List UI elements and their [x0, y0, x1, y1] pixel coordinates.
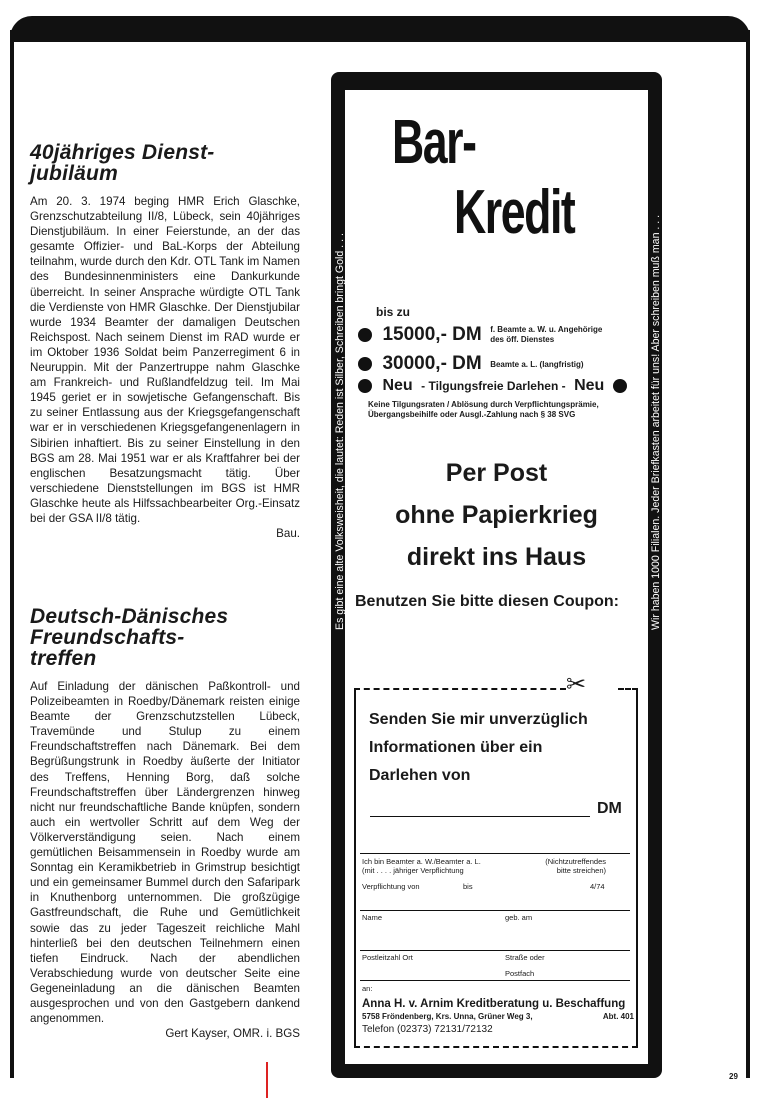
firm-name: Anna H. v. Arnim [362, 998, 454, 1010]
ad-bis-zu: bis zu [376, 305, 411, 319]
coupon-border-left [354, 688, 356, 1048]
ad-tilgung: - Tilgungsfreie Darlehen - [421, 379, 566, 393]
headline-line: treffen [30, 647, 97, 670]
article-headline [30, 142, 300, 184]
coupon-request [369, 706, 588, 790]
amount-currency: DM [597, 800, 622, 817]
article-dienstjubilaeum [30, 142, 300, 541]
form-geb-label[interactable]: geb. am [505, 913, 533, 922]
ad-side-text-right: Wir haben 1000 Filialen. Jeder Briefkasten arbeitet für uns! Aber schreiben muß man . . . [650, 214, 662, 630]
form-postfach-label: Postfach [505, 969, 535, 978]
note-line: bitte streichen) [556, 866, 606, 875]
article-author: Gert Kayser, OMR. i. BGS [165, 1027, 300, 1041]
form-strasse-label[interactable]: Straße oder [505, 953, 545, 962]
article-body: Auf Einladung der dänischen Paßkontroll- und Polizeibeamten in Roedby/Dänemark reisten einige Beamte der Grenzschutzstellen Lübeck, Travemünde und Stulup zu einem Freundschaftstreffen nach Dänemark. Bei dem Begrüßungstrunk in Roedby äußerte der Initiator des Treffens, Henning Borg, daß solche Freundschaftstreffen über Ländergrenzen hinweg nicht nur freundschaftliche Bande knüpfen, sondern auch ein wertvoller Schritt auf dem Weg der Völkerverständigung seien. Nach einem gemütlichen Beisammensein in Roedby wurde am Sonntag ein Keramikbetrieb in Grimstrup besichtigt und ein gemeinsamer Bummel durch den Safaripark in Knuthenborg unternommen. Die großzügige Gastfreundschaft, die Ruhe und Gemütlichkeit sowie das zu jeder Tageszeit reichliche Mahl hinterließ bei den deutschen Teilnehmern einen tiefen Eindruck. Nach der abendlichen Verabschiedung wurde von deutscher Seite eine Gegeneinladung an die dänischen Beamten ausgesprochen und von den Gastgebern dankend angenommen. [30, 680, 300, 1026]
post-line: Per Post [445, 459, 548, 487]
ad-per-post [345, 452, 648, 578]
ad-amount: 30000,- DM [382, 353, 482, 374]
ad-amount-row-2 [358, 353, 648, 375]
page-number: 29 [729, 1072, 738, 1081]
ad-amount: 15000,- DM [382, 324, 482, 345]
headline-line: jubiläum [30, 162, 118, 185]
scissors-icon: ✂ [566, 671, 587, 698]
note-line: f. Beamte a. W. u. Angehörige [490, 325, 603, 334]
firm-phone: Telefon (02373) 72131/72132 [362, 1024, 493, 1035]
bullet-icon [358, 357, 372, 371]
ad-firm-block [362, 998, 634, 1035]
ad-title-kredit: Kredit [454, 178, 575, 247]
ad-neu-label: Neu [574, 377, 605, 394]
firm-address-line [362, 1012, 634, 1021]
coupon-border-right [636, 688, 638, 1048]
headline-line: Freundschafts- [30, 626, 185, 649]
form-divider [360, 950, 630, 951]
red-mark [266, 1062, 268, 1098]
form-divider [360, 853, 630, 854]
status-line: (mit . . . . jähriger Verpflichtung [362, 866, 464, 875]
firm-line [362, 998, 634, 1010]
article-author: Bau. [276, 527, 300, 541]
post-line: direkt ins Haus [406, 543, 587, 571]
note-line: des öff. Dienstes [490, 335, 555, 344]
form-divider [360, 980, 630, 981]
form-name-label[interactable]: Name [362, 913, 383, 922]
form-bis[interactable]: bis [463, 882, 473, 891]
headline-line: 40jähriges Dienst- [30, 141, 215, 164]
post-line: ohne Papierkrieg [395, 501, 598, 529]
note-line: Keine Tilgungsraten / Ablösung durch Verpflichtungsprämie, [368, 400, 599, 409]
note-line: (Nichtzutreffendes [545, 857, 606, 866]
coupon-border-top [354, 688, 566, 690]
coupon-line-text: Informationen über ein [369, 739, 543, 756]
article-freundschaftstreffen [30, 606, 300, 1041]
ad-tilgung-note [368, 400, 599, 420]
form-status [362, 857, 481, 875]
bullet-icon [358, 379, 372, 393]
ad-neu-label: Neu [382, 377, 413, 394]
amount-input-line[interactable] [370, 816, 590, 817]
firm-address: 5758 Fröndenberg, Krs. Unna, Grüner Weg 3, [362, 1012, 533, 1021]
form-delete-note [530, 857, 606, 875]
note-line: Übergangsbeihilfe oder Ausgl.-Zahlung nach § 38 SVG [368, 410, 576, 419]
form-divider [360, 910, 630, 911]
coupon-line-text: Darlehen von [369, 767, 471, 784]
headline-line: Deutsch-Dänisches [30, 605, 229, 628]
firm-desc: Kreditberatung u. Beschaffung [456, 998, 626, 1010]
form-verpflichtung[interactable]: Verpflichtung von [362, 882, 420, 891]
status-line: Ich bin Beamter a. W./Beamter a. L. [362, 857, 481, 866]
firm-abt: Abt. 401 [602, 1012, 634, 1021]
coupon-border-top [618, 688, 638, 690]
ad-neu-row [358, 377, 648, 395]
ad-amount-note [490, 325, 602, 345]
bullet-icon [358, 328, 372, 342]
article-headline [30, 606, 300, 669]
bullet-icon [613, 379, 627, 393]
top-frame-bar [10, 16, 750, 42]
ad-amount-row-1 [358, 324, 648, 346]
coupon-line-text: Senden Sie mir unverzüglich [369, 711, 588, 728]
left-frame-rule [10, 30, 14, 1078]
ad-title-bar: Bar- [392, 108, 476, 177]
ad-side-text-left: Es gibt eine alte Volksweisheit, die lautet: Reden ist Silber, Schreiben bringt Gold . . . [334, 233, 346, 630]
coupon-border-bottom [354, 1046, 638, 1048]
article-body: Am 20. 3. 1974 beging HMR Erich Glaschke, Grenzschutzabteilung II/8, Lübeck, sein 40jähriges Dienstjubiläum. In einer Feierstunde, an der das gesamte Offizier- und BaL-Korps der Abteilung teilnahm, wurde durch den Kdr. OTL Tank im Namen des Bundesinnenministers eine Dankurkunde überreicht. In seiner Ansprache würdigte OTL Tank die Verdienste von HMR Glaschke. Der Dienstjubilar wurde 1934 Beamter der damaligen Deutschen Reichspost. Nach seinem Dienst im RAD wurde er im Oktober 1936 Soldat beim Panzerregiment 6 in Neuruppin. Mit der Panzertruppe nahm Glaschke am Frankreich- und Rußlandfeldzug teil. Im Mai 1945 geriet er in sowjetische Gefangenschaft. Bis zu seiner Entlassung aus der Kriegsgefangenschaft war er in verschiedenen Kriegsgefangenenlagern in Sibirien inhaftiert. Bis zu seiner Einstellung in den BGS am 28. Mai 1951 war er als Kraftfahrer bei der englischen Besatzungsmacht tätig. Über verschiedene Dienststellungen im BGS ist HMR Glaschke heute als Hilfssachbearbeiter Org.-Einsatz bei der GSA II/8 tätig. [30, 195, 300, 525]
ad-coupon-call: Benutzen Sie bitte diesen Coupon: [355, 593, 620, 610]
form-plz-label[interactable]: Postleitzahl Ort [362, 953, 413, 962]
form-code: 4/74 [590, 882, 605, 891]
form-an-label: an: [362, 984, 373, 993]
right-frame-rule [746, 30, 750, 1078]
ad-amount-note: Beamte a. L. (langfristig) [490, 359, 584, 369]
